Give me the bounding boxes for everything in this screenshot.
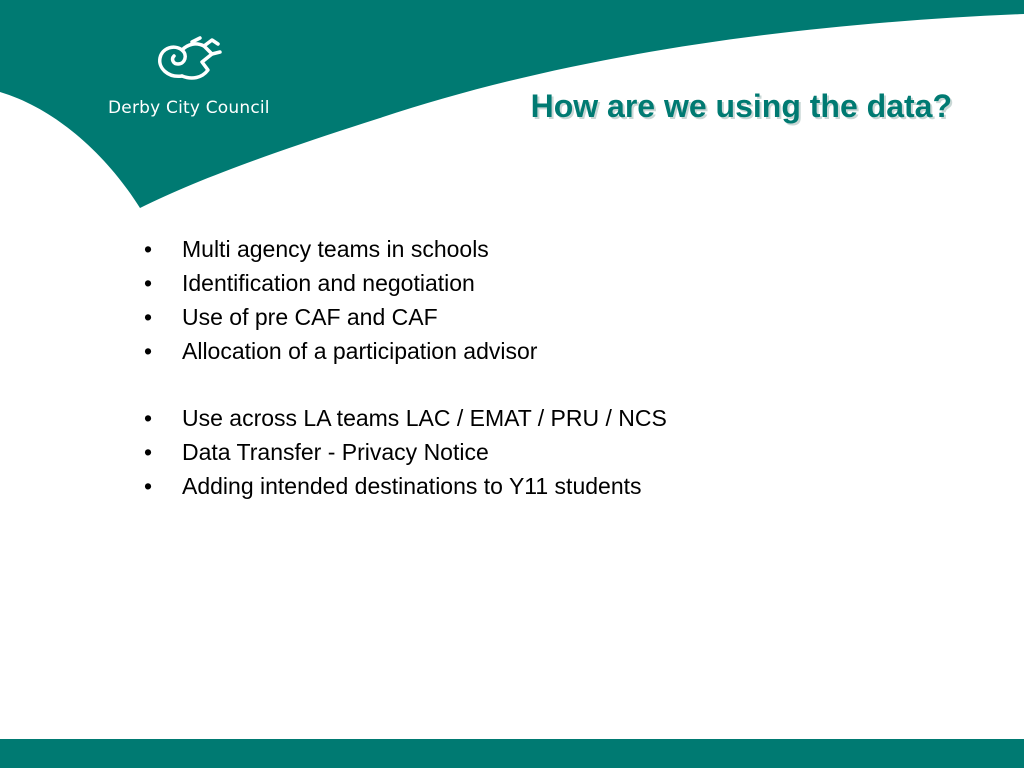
list-item-text: Adding intended destinations to Y11 students bbox=[182, 473, 642, 499]
list-item bbox=[144, 435, 667, 469]
bullet-dot: • bbox=[144, 405, 153, 431]
council-logo bbox=[100, 36, 280, 126]
list-item-text: Allocation of a participation advisor bbox=[182, 338, 538, 364]
list-item-text: Use of pre CAF and CAF bbox=[182, 304, 438, 330]
ram-head-icon bbox=[152, 36, 224, 92]
bullet-list bbox=[144, 232, 667, 503]
list-item bbox=[144, 232, 667, 266]
council-name: Derby City Council bbox=[108, 98, 270, 118]
slide-title: How are we using the data? bbox=[530, 88, 952, 124]
bullet-dot: • bbox=[144, 338, 153, 364]
list-item bbox=[144, 266, 667, 300]
bullet-dot: • bbox=[144, 304, 153, 330]
list-item-text: Multi agency teams in schools bbox=[182, 236, 489, 262]
bullet-dot: • bbox=[144, 439, 153, 465]
bullet-dot: • bbox=[144, 270, 153, 296]
bullet-dot: • bbox=[144, 473, 153, 499]
list-spacer bbox=[144, 368, 667, 401]
list-item-text: Identification and negotiation bbox=[182, 270, 475, 296]
list-item-text: Use across LA teams LAC / EMAT / PRU / NCS bbox=[182, 405, 667, 431]
bullet-dot: • bbox=[144, 236, 153, 262]
list-item bbox=[144, 469, 667, 503]
list-item bbox=[144, 401, 667, 435]
list-item bbox=[144, 334, 667, 368]
list-item-text: Data Transfer - Privacy Notice bbox=[182, 439, 489, 465]
list-item bbox=[144, 300, 667, 334]
footer-bar bbox=[0, 739, 1024, 768]
